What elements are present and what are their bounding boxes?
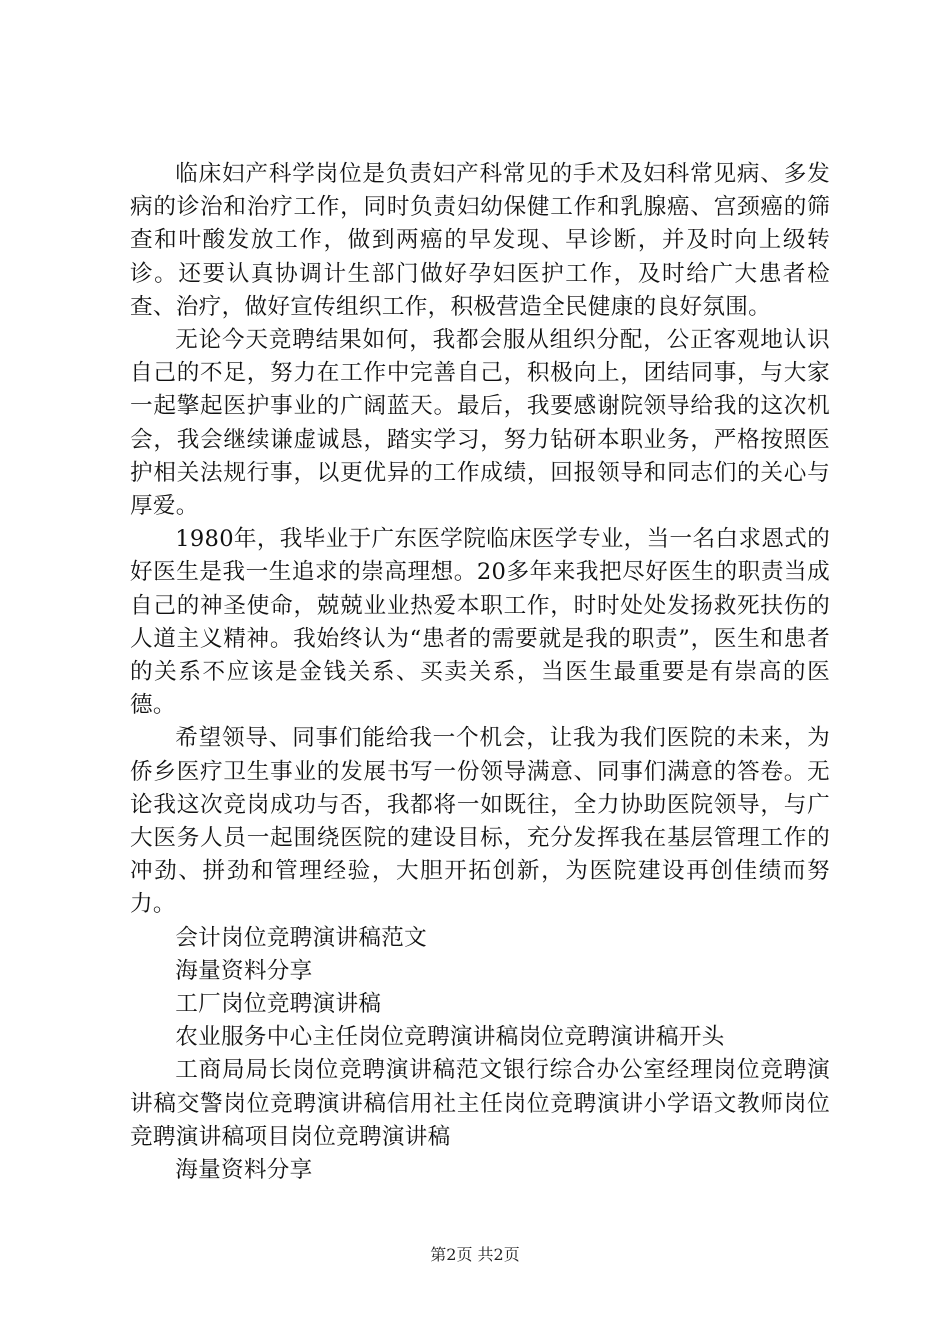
related-link-multiple[interactable]: 工商局局长岗位竞聘演讲稿范文银行综合办公室经理岗位竞聘演讲稿交警岗位竞聘演讲稿信用社主任岗位竞聘演讲小学语文教师岗位竞聘演讲稿项目岗位竞聘演讲稿	[130, 1057, 830, 1150]
related-link-share-2[interactable]: 海量资料分享	[175, 1157, 313, 1184]
related-link-accounting[interactable]: 会计岗位竞聘演讲稿范文	[175, 924, 428, 951]
paragraph-background: 1980年，我毕业于广东医学院临床医学专业，当一名白求恩式的好医生是我一生追求的崇高理想。20多年来我把尽好医生的职责当成自己的神圣使命，兢兢业业热爱本职工作，时时处处发扬救死扶伤的人道主义精神。我始终认为“患者的需要就是我的职责”，医生和患者的关系不应该是金钱关系、买卖关系，当医生最重要是有崇高的医德。	[130, 526, 830, 719]
related-link-share[interactable]: 海量资料分享	[175, 957, 313, 984]
paragraph-duties: 临床妇产科学岗位是负责妇产科常见的手术及妇科常见病、多发病的诊治和治疗工作，同时负责妇幼保健工作和乳腺癌、宫颈癌的筛查和叶酸发放工作，做到两癌的早发现、早诊断，并及时向上级转诊。还要认真协调计生部门做好孕妇医护工作，及时给广大患者检查、治疗，做好宣传组织工作，积极营造全民健康的良好氛围。	[130, 161, 830, 320]
document-body	[130, 158, 830, 1187]
page-number: 第2页 共2页	[430, 1245, 520, 1264]
related-link-agriculture[interactable]: 农业服务中心主任岗位竞聘演讲稿岗位竞聘演讲稿开头	[175, 1024, 725, 1051]
related-link-factory[interactable]: 工厂岗位竞聘演讲稿	[175, 991, 382, 1018]
paragraph-hope: 希望领导、同事们能给我一个机会，让我为我们医院的未来，为侨乡医疗卫生事业的发展书写一份领导满意、同事们满意的答卷。无论我这次竞岗成功与否，我都将一如既往，全力协助医院领导，与广大医务人员一起围绕医院的建设目标，充分发挥我在基层管理工作的冲劲、拼劲和管理经验，大胆开拓创新，为医院建设再创佳绩而努力。	[130, 725, 830, 918]
paragraph-commitment: 无论今天竞聘结果如何，我都会服从组织分配，公正客观地认识自己的不足，努力在工作中完善自己，积极向上，团结同事，与大家一起擎起医护事业的广阔蓝天。最后，我要感谢院领导给我的这次机会，我会继续谦虚诚恳，踏实学习，努力钻研本职业务，严格按照医护相关法规行事，以更优异的工作成绩，回报领导和同志们的关心与厚爱。	[130, 327, 830, 520]
